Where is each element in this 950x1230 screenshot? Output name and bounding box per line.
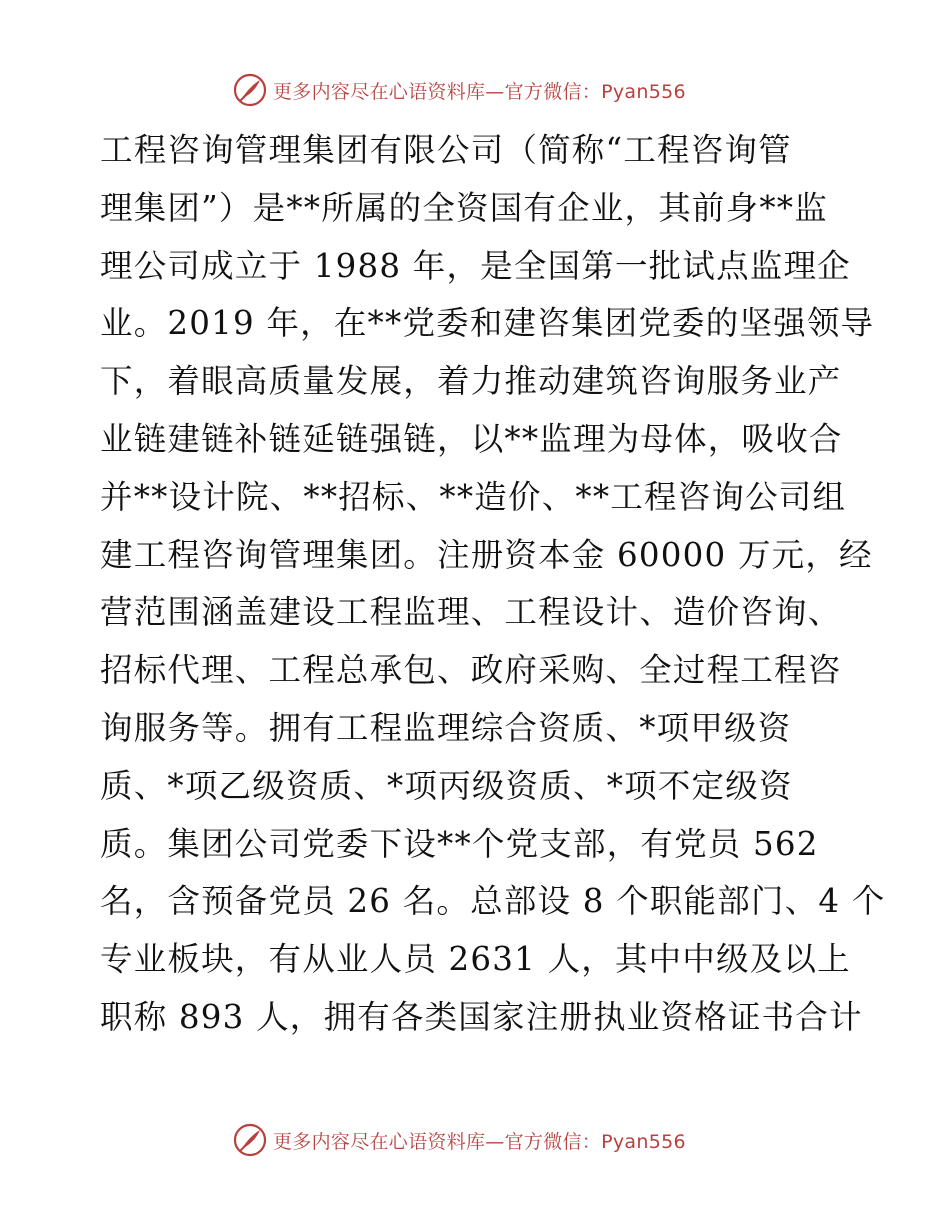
document-body bbox=[100, 122, 886, 1047]
text-line: 理集团”）是**所属的全资国有企业，其前身**监 bbox=[100, 188, 828, 227]
footer-banner bbox=[233, 1122, 686, 1158]
feather-quill-logo-icon bbox=[233, 73, 267, 107]
text-line: 并**设计院、**招标、**造价、**工程咨询公司组 bbox=[100, 477, 847, 516]
text-line: 业。2019 年，在**党委和建咨集团党委的坚强领导 bbox=[100, 304, 875, 343]
header-banner bbox=[233, 72, 686, 108]
text-line: 质。集团公司党委下设**个党支部，有党员 562 bbox=[100, 824, 819, 863]
text-line: 名，含预备党员 26 名。总部设 8 个职能部门、4 个 bbox=[100, 882, 886, 921]
text-line: 招标代理、工程总承包、政府采购、全过程工程咨 bbox=[100, 651, 842, 690]
text-line: 询服务等。拥有工程监理综合资质、*项甲级资 bbox=[100, 708, 792, 747]
text-line: 理公司成立于 1988 年，是全国第一批试点监理企 bbox=[100, 246, 851, 285]
footer-banner-text: 更多内容尽在心语资料库—官方微信：Pyan556 bbox=[273, 1130, 686, 1153]
header-banner-text: 更多内容尽在心语资料库—官方微信：Pyan556 bbox=[273, 80, 686, 103]
text-line: 营范围涵盖建设工程监理、工程设计、造价咨询、 bbox=[100, 593, 842, 632]
feather-quill-logo-icon bbox=[233, 1123, 267, 1157]
text-line: 职称 893 人，拥有各类国家注册执业资格证书合计 bbox=[100, 997, 863, 1036]
text-line: 建工程咨询管理集团。注册资本金 60000 万元，经 bbox=[100, 535, 873, 574]
text-line: 专业板块，有从业人员 2631 人，其中中级及以上 bbox=[100, 940, 851, 979]
text-line: 业链建链补链延链强链，以**监理为母体，吸收合 bbox=[100, 419, 843, 458]
text-line: 工程咨询管理集团有限公司（简称“工程咨询管 bbox=[100, 131, 792, 169]
wechat-handle: Pyan556 bbox=[601, 1130, 686, 1153]
text-line: 质、*项乙级资质、*项丙级资质、*项不定级资 bbox=[100, 766, 793, 805]
text-line: 下，着眼高质量发展，着力推动建筑咨询服务业产 bbox=[100, 362, 842, 401]
wechat-handle: Pyan556 bbox=[601, 80, 686, 103]
